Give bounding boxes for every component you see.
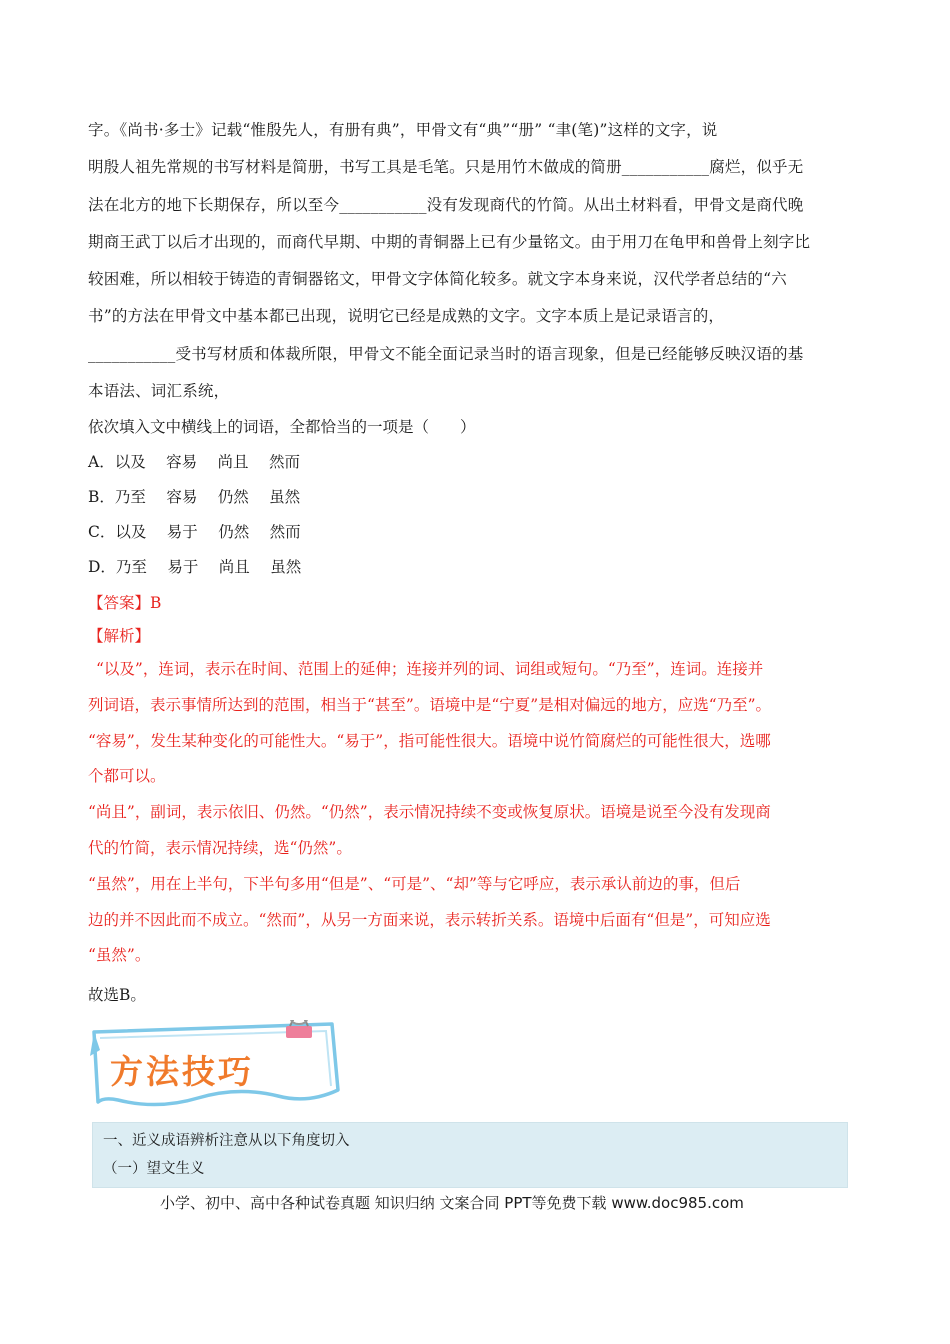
option-d: D．乃至 易于 尚且 虽然 bbox=[88, 558, 302, 576]
analysis-line: “以及”，连词，表示在时间、范围上的延伸；连接并列的词、词组或短句。“乃至”，连词。连接并 bbox=[96, 660, 764, 678]
analysis-line: “容易”，发生某种变化的可能性大。“易于”，指可能性很大。语境中说竹简腐烂的可能性很大，选哪 bbox=[88, 731, 771, 750]
analysis-line: “虽然”，用在上半句，下半句多用“但是”、“可是”、“却”等与它呼应，表示承认前边的事，但后 bbox=[88, 874, 741, 893]
passage-line: 书”的方法在甲骨文中基本都已出现，说明它已经是成熟的文字。文字本质上是记录语言的， bbox=[88, 307, 725, 326]
analysis-label: 【解析】 bbox=[88, 627, 151, 645]
passage-line: ___________受书写材质和体裁所限，甲骨文不能全面记录当时的语言现象，但是已经能够反映汉语的基 bbox=[88, 344, 804, 363]
passage-line: 本语法、词汇系统， bbox=[88, 382, 230, 401]
page-footer: 小学、初中、高中各种试卷真题 知识归纳 文案合同 PPT等免费下载 www.doc985.com bbox=[160, 1194, 744, 1212]
analysis-line: 列词语，表示事情所达到的范围，相当于“甚至”。语境中是“宁夏”是相对偏远的地方，应选“乃至”。 bbox=[88, 695, 772, 714]
option-a: A．以及 容易 尚且 然而 bbox=[88, 453, 300, 471]
method-subheading: （一）望文生义 bbox=[103, 1161, 205, 1177]
passage-line: 期商王武丁以后才出现的，而商代早期、中期的青铜器上已有少量铭文。由于用刀在龟甲和兽骨上刻字比 bbox=[88, 232, 811, 251]
answer-label: 【答案】 bbox=[88, 594, 151, 612]
conclusion: 故选B。 bbox=[88, 986, 146, 1004]
method-box bbox=[92, 1122, 848, 1188]
question-stem: 依次填入文中横线上的词语，全都恰当的一项是（ ） bbox=[88, 418, 476, 436]
analysis-line: “尚且”，副词，表示依旧、仍然。“仍然”，表示情况持续不变或恢复原状。语境是说至今没有发现商 bbox=[88, 803, 771, 822]
binder-clip-icon bbox=[286, 1020, 312, 1038]
option-c: C．以及 易于 仍然 然而 bbox=[88, 523, 301, 541]
analysis-line: 个都可以。 bbox=[88, 767, 166, 786]
answer-value: B bbox=[150, 594, 162, 612]
analysis-text bbox=[88, 652, 878, 974]
analysis-line: “虽然”。 bbox=[88, 946, 151, 965]
passage-line: 较困难，所以相较于铸造的青铜器铭文，甲骨文字体简化较多。就文字本身来说，汉代学者总结的“六 bbox=[88, 270, 787, 289]
passage-line: 法在北方的地下长期保存，所以至今___________没有发现商代的竹简。从出土材料看，甲骨文是商代晚 bbox=[88, 195, 804, 214]
question bbox=[88, 410, 860, 585]
method-banner-title: 方法技巧 bbox=[110, 1052, 254, 1091]
analysis-line: 边的并不因此而不成立。“然而”，从另一方面来说，表示转折关系。语境中后面有“但是”，可知应选 bbox=[88, 910, 771, 929]
passage-line: 字。《尚书·多士》记载“惟殷先人，有册有典”，甲骨文有“典”“册” “聿(笔)”这样的文字，说 bbox=[88, 121, 718, 139]
passage bbox=[88, 112, 860, 410]
passage-line: 明殷人祖先常规的书写材料是简册，书写工具是毛笔。只是用竹木做成的简册___________腐烂，似乎无 bbox=[88, 158, 804, 177]
analysis-line: 代的竹简，表示情况持续，选“仍然”。 bbox=[88, 838, 352, 857]
method-heading: 一、近义成语辨析注意从以下角度切入 bbox=[103, 1133, 350, 1149]
answer-line bbox=[88, 587, 868, 620]
answer-section bbox=[88, 587, 868, 653]
option-b: B．乃至 容易 仍然 虽然 bbox=[88, 488, 301, 506]
